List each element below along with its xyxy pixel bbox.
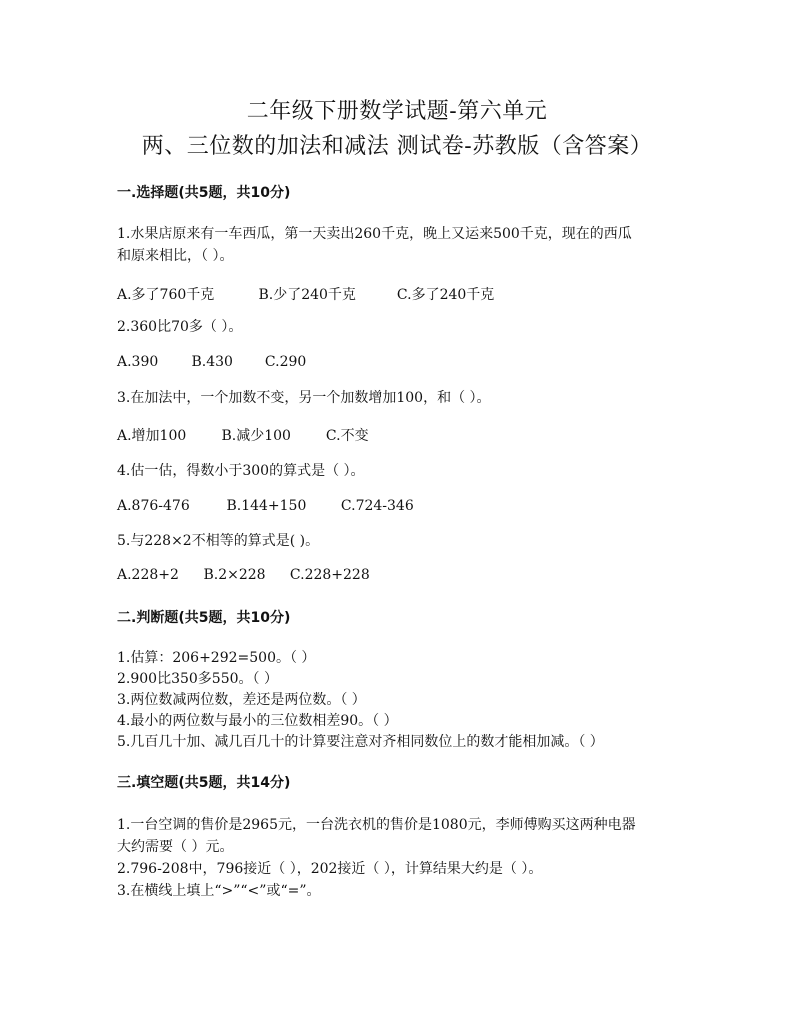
question-2-options: [117, 354, 306, 370]
page-title-line2: 两、三位数的加法和减法 测试卷-苏教版（含答案）: [141, 134, 653, 159]
judgment-item-2: 2.900比350多550。（ ）: [117, 671, 278, 687]
page-title-line1: 二年级下册数学试题-第六单元: [246, 99, 548, 124]
question-5-options: [117, 567, 370, 583]
option-b: B.少了240千克: [258, 287, 356, 303]
question-5: 5.与228×2不相等的算式是( )。: [117, 533, 320, 549]
option-c: C.不变: [325, 428, 369, 444]
option-a: A.876-476: [117, 498, 190, 514]
option-c: C.724-346: [340, 498, 414, 514]
question-4-options: [117, 498, 414, 514]
section-heading-judgment: 二.判断题(共5题，共10分): [117, 610, 291, 626]
judgment-item-1: 1.估算：206+292=500。（ ）: [117, 650, 316, 666]
option-a: A.228+2: [117, 567, 179, 583]
judgment-item-3: 3.两位数减两位数，差还是两位数。（ ）: [117, 692, 366, 708]
option-c: C.290: [264, 354, 307, 370]
question-2: 2.360比70多（ ）。: [117, 319, 243, 335]
option-c: C.多了240千克: [396, 287, 495, 303]
fill-question-3: 3.在横线上填上“>”“<”或“=”。: [117, 883, 321, 899]
option-c: C.228+228: [289, 567, 370, 583]
question-4: 4.估一估，得数小于300的算式是（ ）。: [117, 463, 365, 479]
option-a: A.多了760千克: [117, 287, 215, 303]
section-heading-choice: 一.选择题(共5题，共10分): [117, 185, 291, 201]
option-b: B.144+150: [226, 498, 307, 514]
judgment-item-4: 4.最小的两位数与最小的三位数相差90。（ ）: [117, 713, 398, 729]
option-a: A.390: [117, 354, 159, 370]
option-b: B.2×228: [203, 567, 266, 583]
question-1-line2: 和原来相比，（ ）。: [117, 248, 234, 264]
question-3: 3.在加法中，一个加数不变，另一个加数增加100，和（ ）。: [117, 390, 491, 406]
fill-question-1-line1: 1.一台空调的售价是2965元，一台洗衣机的售价是1080元，李师傅购买这两种电器: [117, 817, 636, 833]
option-b: B.减少100: [221, 428, 291, 444]
question-1-line1: 1.水果店原来有一车西瓜，第一天卖出260千克，晚上又运来500千克，现在的西瓜: [117, 226, 632, 242]
question-1-options: [117, 284, 494, 304]
fill-question-1-line2: 大约需要（ ）元。: [117, 839, 234, 855]
judgment-item-5: 5.几百几十加、减几百几十的计算要注意对齐相同数位上的数才能相加减。（ ）: [117, 734, 604, 750]
question-3-options: [117, 425, 369, 445]
section-heading-fill: 三.填空题(共5题，共14分): [117, 775, 291, 791]
option-b: B.430: [191, 354, 233, 370]
fill-question-2: 2.796-208中，796接近（ ），202接近（ ），计算结果大约是（ ）。: [117, 861, 543, 877]
option-a: A.增加100: [117, 428, 187, 444]
